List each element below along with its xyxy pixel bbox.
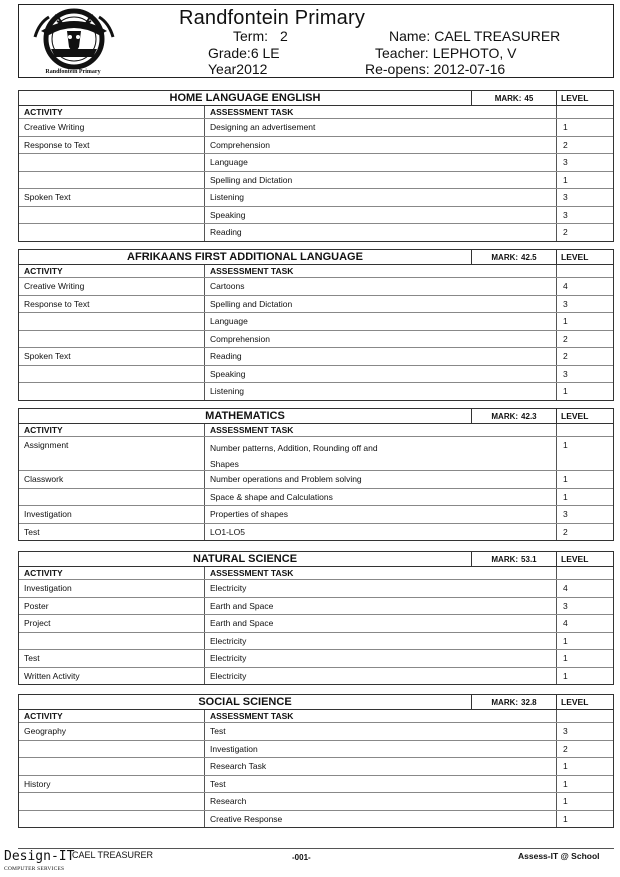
table-row [19, 119, 613, 137]
activity-cell [19, 207, 205, 224]
level-blank [557, 106, 615, 118]
school-crest-icon [29, 7, 119, 77]
task-header: ASSESSMENT TASK [205, 710, 557, 722]
activity-cell: Spoken Text [19, 348, 205, 365]
level-header: LEVEL [561, 554, 589, 564]
activity-cell: Response to Text [19, 296, 205, 313]
footer-brand-sub: COMPUTER SERVICES [4, 866, 65, 872]
task-cell: Earth and Space [205, 615, 557, 632]
reopens-label: Re-opens: [365, 61, 430, 77]
task-cell: Speaking [205, 366, 557, 383]
table-row [19, 598, 613, 616]
subject-mark [472, 250, 557, 264]
footer-divider [18, 848, 614, 849]
mark-label: MARK: [494, 93, 522, 103]
activity-cell [19, 758, 205, 775]
mark-label: MARK: [491, 697, 519, 707]
activity-cell: Creative Writing [19, 278, 205, 295]
level-cell: 1 [563, 316, 568, 327]
task-cell: Cartoons [205, 278, 557, 295]
table-row [19, 776, 613, 794]
level-cell: 1 [563, 474, 568, 485]
table-row [19, 172, 613, 190]
task-cell: Earth and Space [205, 598, 557, 615]
mark-value: 42.3 [521, 411, 537, 421]
footer-student-name: CAEL TREASURER [72, 850, 154, 860]
mark-label: MARK: [491, 252, 519, 262]
table-row [19, 758, 613, 776]
level-cell: 2 [563, 526, 568, 537]
mark-value: 42.5 [521, 252, 537, 262]
subject-section-natural-science [18, 551, 614, 685]
activity-cell [19, 172, 205, 189]
level-cell: 2 [563, 333, 568, 344]
report-header [18, 4, 614, 78]
level-cell: 3 [563, 509, 568, 520]
activity-cell: Creative Writing [19, 119, 205, 136]
level-cell: 3 [563, 298, 568, 309]
table-row [19, 207, 613, 225]
task-cell: Comprehension [205, 331, 557, 348]
level-header: LEVEL [561, 697, 589, 707]
activity-cell [19, 366, 205, 383]
task-cell: Electricity [205, 633, 557, 650]
level-blank [557, 265, 615, 277]
task-cell: Comprehension [205, 137, 557, 154]
activity-cell [19, 793, 205, 810]
year-value: 2012 [236, 61, 268, 77]
task-cell: Research [205, 793, 557, 810]
subject-title: AFRIKAANS FIRST ADDITIONAL LANGUAGE [19, 250, 472, 264]
student-name-field [389, 28, 560, 44]
column-header-row [19, 106, 613, 119]
footer-app-name: Assess-IT @ School [518, 851, 600, 861]
activity-cell [19, 313, 205, 330]
task-cell: Space & shape and Calculations [205, 489, 557, 506]
activity-cell [19, 331, 205, 348]
subject-mark [472, 91, 557, 105]
task-cell: Reading [205, 224, 557, 241]
activity-cell: Response to Text [19, 137, 205, 154]
subject-section-english [18, 90, 614, 242]
table-row [19, 723, 613, 741]
activity-header: ACTIVITY [19, 710, 205, 722]
table-row [19, 383, 613, 400]
grade-value: 6 LE [250, 45, 280, 61]
subject-mark [472, 409, 557, 423]
activity-header: ACTIVITY [19, 424, 205, 436]
level-cell: 3 [563, 368, 568, 379]
level-cell: 2 [563, 743, 568, 754]
term-label: Term: [233, 28, 268, 44]
footer-brand: Design-IT [4, 849, 75, 864]
subject-section-social-science [18, 694, 614, 828]
task-cell: Language [205, 313, 557, 330]
section-title-row [19, 409, 613, 424]
grade-field [208, 45, 280, 61]
table-row [19, 313, 613, 331]
mark-value: 45 [524, 93, 534, 103]
level-cell: 1 [563, 491, 568, 502]
task-cell: Reading [205, 348, 557, 365]
task-cell: Test [205, 776, 557, 793]
section-title-row [19, 695, 613, 710]
table-row [19, 137, 613, 155]
column-header-row [19, 265, 613, 278]
table-row [19, 580, 613, 598]
table-row [19, 811, 613, 828]
reopens-value: 2012-07-16 [433, 61, 506, 77]
level-cell: 1 [563, 122, 568, 133]
table-row [19, 506, 613, 524]
task-cell: Creative Response [205, 811, 557, 828]
activity-cell: Test [19, 650, 205, 667]
table-row [19, 668, 613, 685]
table-row [19, 615, 613, 633]
table-row [19, 741, 613, 759]
task-cell: Test [205, 723, 557, 740]
level-header: LEVEL [561, 411, 589, 421]
activity-cell [19, 154, 205, 171]
task-cell: Speaking [205, 207, 557, 224]
table-row [19, 524, 613, 541]
activity-header: ACTIVITY [19, 567, 205, 579]
term-field [233, 28, 288, 44]
activity-cell: Assignment [19, 437, 205, 470]
table-row [19, 793, 613, 811]
level-cell: 3 [563, 209, 568, 220]
activity-cell [19, 383, 205, 400]
level-cell: 2 [563, 227, 568, 238]
teacher-value: LEPHOTO, V [432, 45, 517, 61]
table-row [19, 296, 613, 314]
level-cell: 3 [563, 600, 568, 611]
level-cell: 4 [563, 583, 568, 594]
table-row [19, 278, 613, 296]
task-cell: Language [205, 154, 557, 171]
table-row [19, 489, 613, 507]
task-cell: Spelling and Dictation [205, 296, 557, 313]
activity-header: ACTIVITY [19, 106, 205, 118]
task-cell: Research Task [205, 758, 557, 775]
table-row [19, 633, 613, 651]
task-cell: Electricity [205, 650, 557, 667]
activity-cell [19, 633, 205, 650]
task-cell: Listening [205, 189, 557, 206]
teacher-field [375, 45, 516, 61]
subject-title: MATHEMATICS [19, 409, 472, 423]
level-cell: 1 [563, 670, 568, 681]
level-cell: 1 [563, 635, 568, 646]
name-value: CAEL TREASURER [434, 28, 561, 44]
task-header: ASSESSMENT TASK [205, 567, 557, 579]
task-cell: Listening [205, 383, 557, 400]
section-title-row [19, 250, 613, 265]
year-field [208, 61, 267, 77]
level-blank [557, 424, 615, 436]
level-cell: 1 [563, 796, 568, 807]
activity-cell [19, 224, 205, 241]
level-blank [557, 710, 615, 722]
task-cell: Investigation [205, 741, 557, 758]
level-cell: 1 [563, 174, 568, 185]
year-label: Year [208, 61, 237, 77]
level-cell: 1 [563, 386, 568, 397]
task-line-2: Shapes [210, 459, 239, 469]
table-row [19, 331, 613, 349]
mark-label: MARK: [491, 411, 519, 421]
page-number: -001- [292, 853, 311, 862]
activity-cell: Geography [19, 723, 205, 740]
task-cell: Properties of shapes [205, 506, 557, 523]
mark-value: 53.1 [521, 554, 537, 564]
activity-header: ACTIVITY [19, 265, 205, 277]
mark-value: 32.8 [521, 697, 537, 707]
school-name: Randfontein Primary [178, 7, 366, 29]
section-title-row [19, 91, 613, 106]
column-header-row [19, 710, 613, 723]
logo-caption: Randfontein Primary [45, 69, 101, 75]
column-header-row [19, 424, 613, 437]
table-row [19, 154, 613, 172]
table-row [19, 366, 613, 384]
level-header: LEVEL [561, 93, 589, 103]
level-cell: 1 [563, 761, 568, 772]
level-cell: 1 [563, 653, 568, 664]
activity-cell: Written Activity [19, 668, 205, 685]
task-cell: Number operations and Problem solving [205, 471, 557, 488]
activity-cell [19, 741, 205, 758]
section-title-row [19, 552, 613, 567]
activity-cell: Classwork [19, 471, 205, 488]
task-cell: Electricity [205, 580, 557, 597]
activity-cell: Investigation [19, 506, 205, 523]
level-blank [557, 567, 615, 579]
table-row [19, 437, 613, 471]
activity-cell: Project [19, 615, 205, 632]
task-header: ASSESSMENT TASK [205, 265, 557, 277]
activity-cell [19, 489, 205, 506]
task-header: ASSESSMENT TASK [205, 106, 557, 118]
reopens-field [365, 61, 505, 77]
task-cell: Spelling and Dictation [205, 172, 557, 189]
level-cell: 3 [563, 192, 568, 203]
subject-title: HOME LANGUAGE ENGLISH [19, 91, 472, 105]
column-header-row [19, 567, 613, 580]
task-cell: LO1-LO5 [205, 524, 557, 541]
name-label: Name: [389, 28, 431, 44]
level-cell: 4 [563, 281, 568, 292]
task-cell: Designing an advertisement [205, 119, 557, 136]
grade-label: Grade: [208, 45, 251, 61]
activity-cell [19, 811, 205, 828]
task-cell: Electricity [205, 668, 557, 685]
level-cell: 1 [563, 778, 568, 789]
table-row [19, 189, 613, 207]
subject-title: NATURAL SCIENCE [19, 552, 472, 566]
task-cell [205, 437, 557, 470]
task-line-1: Number patterns, Addition, Rounding off and [210, 443, 378, 453]
level-cell: 1 [563, 813, 568, 824]
task-header: ASSESSMENT TASK [205, 424, 557, 436]
table-row [19, 471, 613, 489]
teacher-label: Teacher: [375, 45, 429, 61]
level-cell: 3 [563, 157, 568, 168]
level-header: LEVEL [561, 252, 589, 262]
mark-label: MARK: [491, 554, 519, 564]
level-cell: 2 [563, 351, 568, 362]
table-row [19, 348, 613, 366]
activity-cell: Poster [19, 598, 205, 615]
subject-section-afrikaans [18, 249, 614, 401]
activity-cell: Test [19, 524, 205, 541]
subject-mark [472, 695, 557, 709]
subject-section-mathematics [18, 408, 614, 541]
subject-mark [472, 552, 557, 566]
activity-cell: History [19, 776, 205, 793]
level-cell: 3 [563, 726, 568, 737]
activity-cell: Investigation [19, 580, 205, 597]
subject-title: SOCIAL SCIENCE [19, 695, 472, 709]
level-cell: 2 [563, 139, 568, 150]
level-cell: 4 [563, 618, 568, 629]
table-row [19, 650, 613, 668]
level-cell: 1 [563, 440, 568, 450]
term-value: 2 [280, 28, 288, 44]
table-row [19, 224, 613, 241]
activity-cell: Spoken Text [19, 189, 205, 206]
